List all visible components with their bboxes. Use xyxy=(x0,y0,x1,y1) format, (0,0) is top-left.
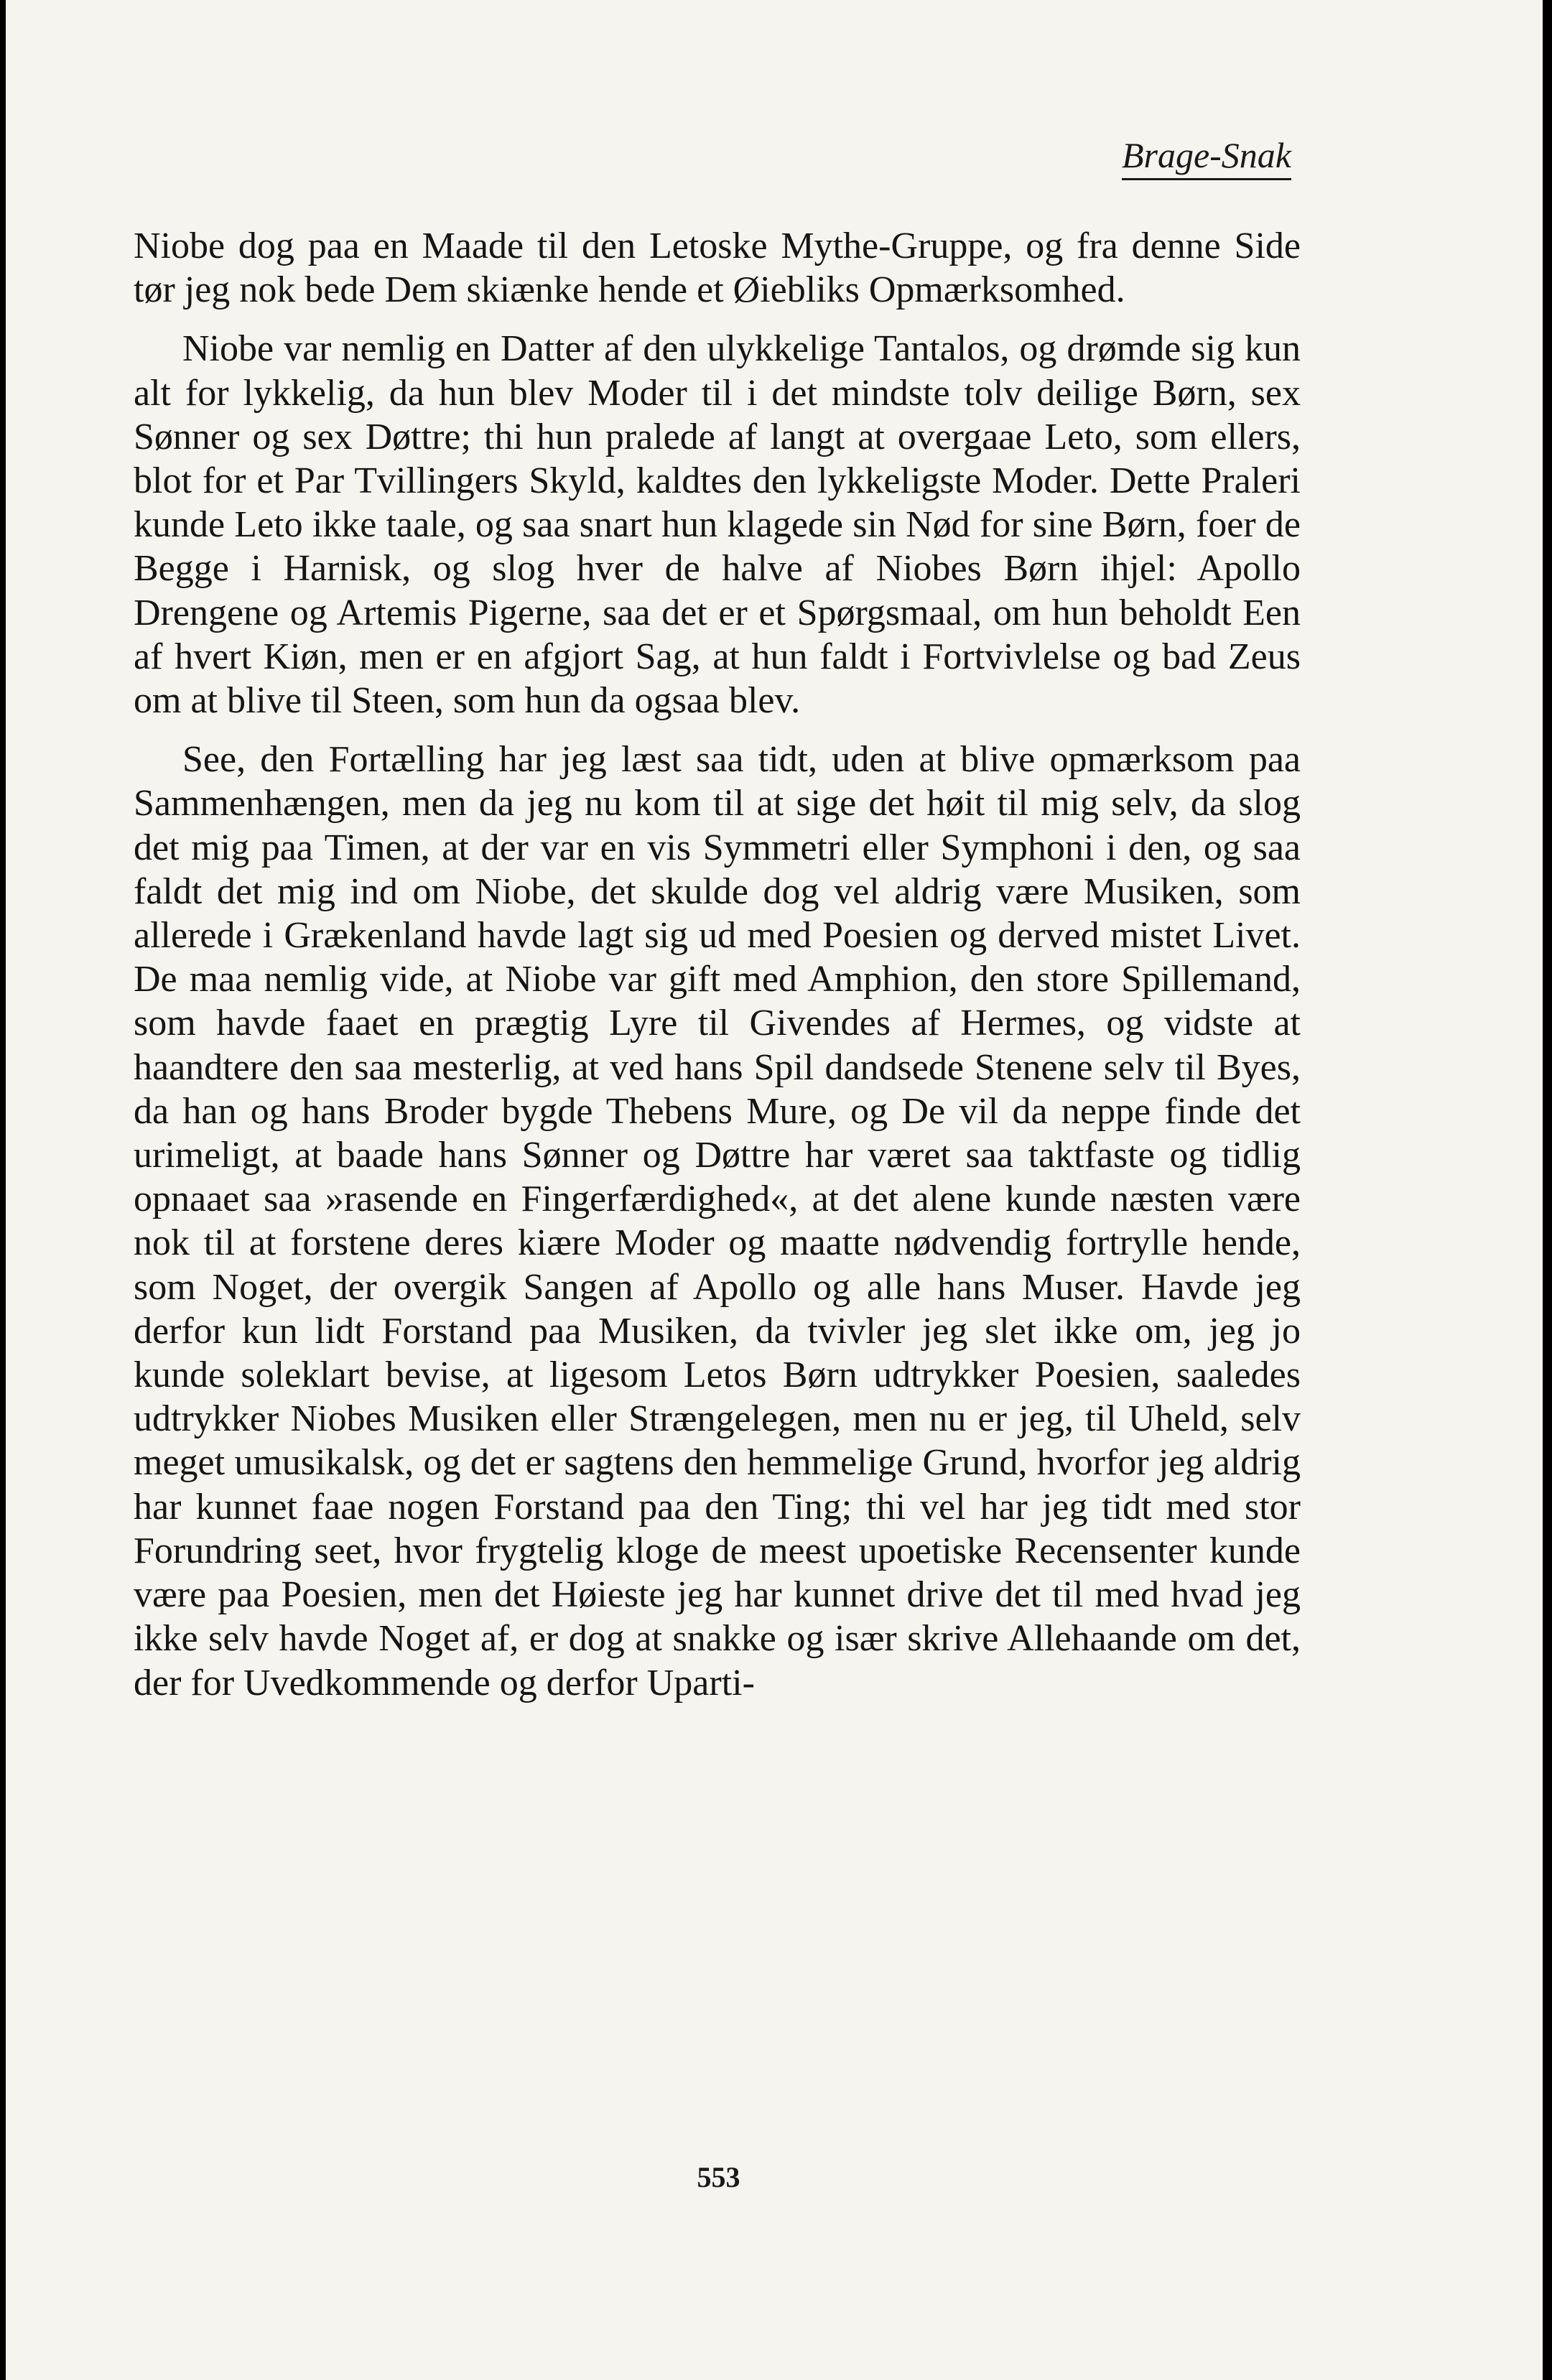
main-text xyxy=(134,224,1301,1705)
running-header: Brage-Snak xyxy=(1122,134,1291,180)
page-number: 553 xyxy=(697,2161,740,2193)
book-page xyxy=(6,0,1543,2380)
paragraph-2: Niobe var nemlig en Datter af den ulykkelige Tantalos, og drømde sig kun alt for lykkelig, da hun blev Moder til i det mindste tolv deilige Børn, sex Sønner og sex Døttre; thi hun pralede af langt at overgaae Leto, som ellers, blot for et Par Tvillingers Skyld, kaldtes den lykkeligste Moder. Dette Praleri kunde Leto ikke taale, og saa snart hun klagede sin Nød for sine Børn, foer de Begge i Harnisk, og slog hver de halve af Niobes Børn ihjel: Apollo Drengene og Artemis Pigerne, saa det er et Spørgsmaal, om hun beholdt Een af hvert Kiøn, men er en afgjort Sag, at hun faldt i Fortvivlelse og bad Zeus om at blive til Steen, som hun da ogsaa blev. xyxy=(134,328,1301,722)
paragraph-1: Niobe dog paa en Maade til den Letoske Mythe-Gruppe, og fra denne Side tør jeg nok bede Dem skiænke hende et Øiebliks Opmærksomhed. xyxy=(134,226,1301,311)
paragraph-3: See, den Fortælling har jeg læst saa tidt, uden at blive opmærksom paa Sammenhængen, men da jeg nu kom til at sige det høit til mig selv, da slog det mig paa Timen, at der var en vis Symmetri eller Symphoni i den, og saa faldt det mig ind om Niobe, det skulde dog vel aldrig være Musiken, som allerede i Grækenland havde lagt sig ud med Poesien og derved mistet Livet. De maa nemlig vide, at Niobe var gift med Amphion, den store Spillemand, som havde faaet en prægtig Lyre til Givendes af Hermes, og vidste at haandtere den saa mesterlig, at ved hans Spil dandsede Stenene selv til Byes, da han og hans Broder bygde Thebens Mure, og De vil da neppe finde det urimeligt, at baade hans Sønner og Døttre har været saa taktfaste og tidlig opnaaet saa »rasende en Fingerfærdighed«, at det alene kunde næsten være nok til at forstene deres kiære Moder og maatte nødvendig fortrylle hende, som Noget, der overgik Sangen af Apollo og alle hans Muser. Havde jeg derfor kun lidt Forstand paa Musiken, da tvivler jeg slet ikke om, jeg jo kunde soleklart bevise, at ligesom Letos Børn udtrykker Poesien, saaledes udtrykker Niobes Musiken eller Strængelegen, men nu er jeg, til Uheld, selv meget umusikalsk, og det er sagtens den hemmelige Grund, hvorfor jeg aldrig har kunnet faae nogen Forstand paa den Ting; thi vel har jeg tidt med stor Forundring seet, hvor frygtelig kloge de meest upoetiske Recensenter kunde være paa Poesien, men det Høieste jeg har kunnet drive det til med hvad jeg ikke selv havde Noget af, er dog at snakke og især skrive Allehaande om det, der for Uvedkommende og derfor Uparti- xyxy=(134,739,1301,1703)
